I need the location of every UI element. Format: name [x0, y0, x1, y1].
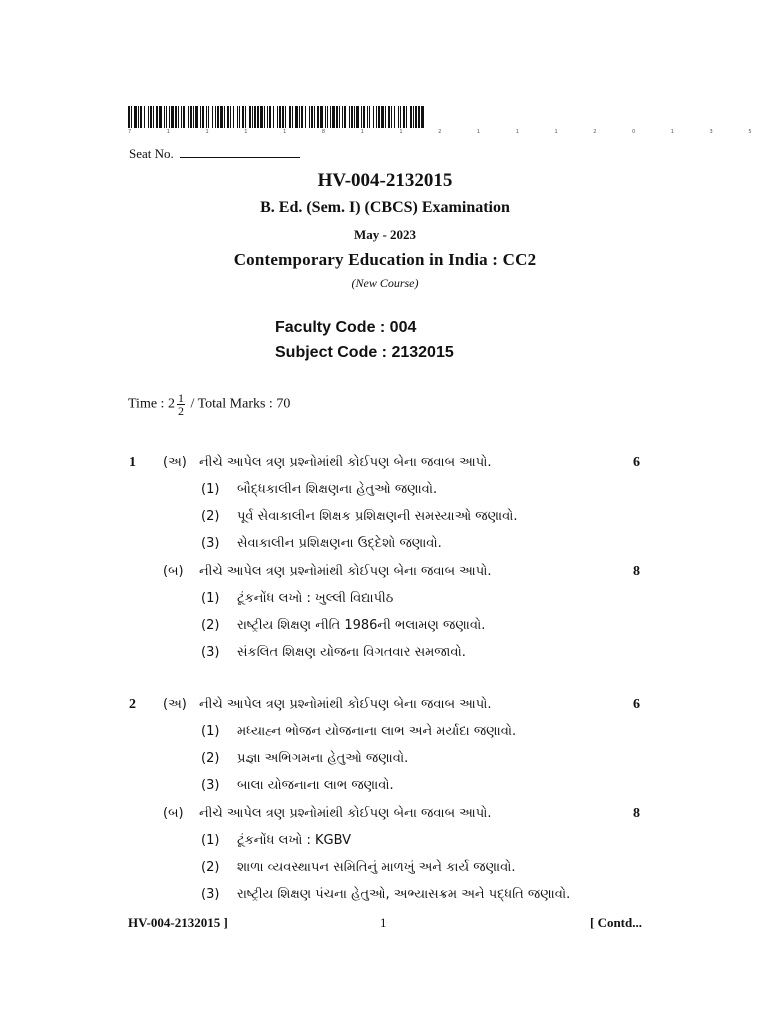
sub-question-text: રાષ્ટ્રીય શિક્ષણ નીતિ 1986ની ભલામણ જણાવો. — [237, 618, 486, 633]
barcode-bar — [134, 106, 137, 128]
barcode-bar — [285, 106, 286, 128]
barcode-bar — [391, 106, 392, 128]
barcode-bar — [403, 106, 405, 128]
barcode-bar — [249, 106, 251, 128]
sub-question-number: (1) — [201, 833, 220, 848]
barcode-bar — [314, 106, 315, 128]
barcode-bar — [327, 106, 328, 128]
barcode-bar — [230, 106, 231, 128]
sub-question — [201, 482, 437, 497]
sub-question — [201, 645, 466, 660]
sub-question-number: (3) — [201, 887, 220, 902]
sub-question-number: (3) — [201, 536, 220, 551]
barcode-bar — [330, 106, 331, 128]
barcode-bar — [363, 106, 365, 128]
barcode-bar — [279, 106, 281, 128]
barcode-bar — [269, 106, 271, 128]
barcode-bar — [206, 106, 207, 128]
total-marks: / Total Marks : 70 — [190, 396, 291, 412]
sub-question-text: બૌદ્ધકાલીન શિક્ષણના હેતુઓ જણાવો. — [237, 482, 438, 497]
barcode-bar — [325, 106, 326, 128]
barcode-bar — [292, 106, 293, 128]
barcode-bar — [267, 106, 268, 128]
part-marks: 8 — [633, 564, 640, 579]
sub-question — [201, 591, 393, 606]
barcode-bar — [171, 106, 174, 128]
barcode-bar — [299, 106, 300, 128]
sub-question-text: સંકલિત શિક્ષણ યોજના વિગતવાર સમજાવો. — [237, 645, 466, 660]
sub-question — [201, 778, 394, 793]
sub-question — [201, 536, 442, 551]
part-marks: 6 — [633, 697, 640, 712]
barcode-bar — [415, 106, 417, 128]
barcode-bar — [138, 106, 139, 128]
barcode-bar — [264, 106, 265, 128]
part-instruction — [163, 564, 492, 579]
sub-question-text: પ્રજ્ઞા અભિગમના હેતુઓ જણાવો. — [237, 751, 409, 766]
sub-question-number: (2) — [201, 860, 220, 875]
barcode-bar — [237, 106, 238, 128]
sub-question-text: શાળા વ્યવસ્થાપન સમિતિનું માળખું અને કાર્ય જણાવો. — [237, 860, 516, 875]
seat-label: Seat No. — [129, 146, 174, 161]
barcode-bar — [295, 106, 298, 128]
barcode-bar — [418, 106, 420, 128]
barcode-bar — [233, 106, 234, 128]
part-label: (બ) — [163, 806, 184, 821]
sub-question-text: બાલા યોજનાના લાભ જણાવો. — [237, 778, 394, 793]
barcode-bar — [282, 106, 284, 128]
instruction-text: નીચે આપેલ ત્રણ પ્રશ્નોમાંથી કોઈપણ બેના જવાબ આપો. — [199, 455, 492, 470]
instruction-text: નીચે આપેલ ત્રણ પ્રશ્નોમાંથી કોઈપણ બેના જવાબ આપો. — [199, 697, 492, 712]
barcode-bar — [190, 106, 192, 128]
part-instruction — [163, 806, 492, 821]
barcode-bar — [413, 106, 414, 128]
sub-question — [201, 724, 516, 739]
barcode-bar — [344, 106, 346, 128]
sub-question-number: (2) — [201, 509, 220, 524]
barcode-bar — [164, 106, 165, 128]
barcode-bar — [273, 106, 274, 128]
part-label: (બ) — [163, 564, 184, 579]
paper-code: HV-004-2132015 — [317, 170, 453, 191]
barcode-bar — [220, 106, 223, 128]
barcode-bar — [373, 106, 374, 128]
barcode-bar — [376, 106, 377, 128]
barcode-bar — [305, 106, 306, 128]
question-number: 2 — [129, 697, 136, 712]
barcode-bar — [200, 106, 201, 128]
barcode-bar — [320, 106, 323, 128]
barcode-bar — [208, 106, 209, 128]
instruction-text: નીચે આપેલ ત્રણ પ્રશ્નોમાંથી કોઈપણ બેના જવાબ આપો. — [199, 806, 492, 821]
barcode-bar — [277, 106, 278, 128]
barcode-bar — [212, 106, 213, 128]
barcode-bar — [188, 106, 189, 128]
barcode-bar — [166, 106, 167, 128]
barcode-bar — [410, 106, 412, 128]
sub-question-number: (1) — [201, 724, 220, 739]
barcode-bar — [381, 106, 384, 128]
sub-question-text: રાષ્ટ્રીય શિક્ષણ પંચના હેતુઓ, અભ્યાસક્રમ અને પદ્ધતિ જણાવો. — [237, 887, 571, 902]
barcode-bar — [148, 106, 149, 128]
instruction-text: નીચે આપેલ ત્રણ પ્રશ્નોમાંથી કોઈપણ બેના જવાબ આપો. — [199, 564, 492, 579]
seat-number-blank — [180, 146, 300, 158]
question-number: 1 — [129, 455, 136, 470]
part-label: (અ) — [163, 455, 187, 470]
sub-question-text: ટૂંકનોંધ લખો : ખુલ્લી વિદ્યાપીઠ — [237, 591, 394, 606]
sub-question — [201, 509, 518, 524]
barcode-bar — [245, 106, 246, 128]
barcode-bar — [311, 106, 313, 128]
barcode-bar — [217, 106, 219, 128]
barcode-bar — [202, 106, 204, 128]
sub-question-text: મધ્યાહ્ન ભોજન યોજનાના લાભ અને મર્યાદા જણાવો. — [237, 724, 517, 739]
barcode-bar — [224, 106, 225, 128]
sub-question-text: સેવાકાલીન પ્રશિક્ષણના ઉદ્દેશો જણાવો. — [237, 536, 442, 551]
barcode-bar — [257, 106, 259, 128]
barcode-bar — [351, 106, 353, 128]
barcode-bar — [150, 106, 152, 128]
sub-question-text: પૂર્વ સેવાકાલીન શિક્ષક પ્રશિક્ષણની સમસ્યાઓ જણાવો. — [237, 509, 518, 524]
footer-paper-code: HV-004-2132015 ] — [128, 915, 228, 930]
barcode-bar — [159, 106, 162, 128]
barcode-bar — [309, 106, 310, 128]
barcode-bar — [336, 106, 338, 128]
barcode-bar — [421, 106, 424, 128]
barcode — [128, 106, 424, 128]
barcode-digits: 7 1 1 1 1 8 1 1 2 1 1 1 2 0 1 3 5 — [128, 129, 769, 135]
barcode-bar — [378, 106, 380, 128]
exam-title: B. Ed. (Sem. I) (CBCS) Examination — [260, 199, 510, 216]
sub-question-number: (3) — [201, 778, 220, 793]
barcode-bar — [301, 106, 303, 128]
barcode-bar — [128, 106, 130, 128]
barcode-bar — [332, 106, 335, 128]
barcode-bar — [169, 106, 170, 128]
barcode-bar — [342, 106, 343, 128]
fraction-numerator: 1 — [177, 391, 184, 405]
sub-question-number: (1) — [201, 482, 220, 497]
sub-question — [201, 751, 408, 766]
barcode-bar — [175, 106, 177, 128]
barcode-bar — [193, 106, 194, 128]
exam-month: May - 2023 — [353, 227, 417, 242]
subject-code: Subject Code : 2132015 — [275, 344, 454, 361]
barcode-bar — [400, 106, 401, 128]
barcode-bar — [254, 106, 256, 128]
barcode-bar — [242, 106, 244, 128]
sub-question-number: (1) — [201, 591, 220, 606]
page-number: 1 — [380, 915, 387, 930]
sub-question — [201, 887, 570, 902]
continued-label: [ Contd... — [589, 915, 642, 930]
time-marks — [128, 392, 290, 417]
part-instruction — [163, 697, 492, 712]
barcode-bar — [406, 106, 407, 128]
sub-question — [201, 833, 351, 848]
course-type: (New Course) — [351, 276, 419, 290]
time-prefix: Time : 2 — [128, 396, 175, 412]
sub-question-number: (3) — [201, 645, 220, 660]
seat-number — [129, 146, 300, 162]
barcode-bar — [260, 106, 263, 128]
barcode-bar — [354, 106, 355, 128]
part-marks: 8 — [633, 806, 640, 821]
barcode-bar — [385, 106, 386, 128]
barcode-bar — [394, 106, 395, 128]
barcode-bar — [289, 106, 291, 128]
faculty-code: Faculty Code : 004 — [275, 319, 417, 336]
barcode-bar — [156, 106, 158, 128]
barcode-bar — [388, 106, 390, 128]
barcode-bar — [239, 106, 240, 128]
barcode-bar — [349, 106, 350, 128]
barcode-bar — [227, 106, 229, 128]
sub-question-number: (2) — [201, 751, 220, 766]
barcode-bar — [195, 106, 198, 128]
time-fraction — [177, 392, 185, 417]
barcode-bar — [144, 106, 145, 128]
barcode-bar — [398, 106, 399, 128]
subject-title: Contemporary Education in India : CC2 — [233, 250, 537, 269]
barcode-bar — [361, 106, 362, 128]
barcode-bar — [367, 106, 368, 128]
barcode-bar — [183, 106, 185, 128]
fraction-denominator: 2 — [177, 404, 184, 418]
barcode-bar — [181, 106, 182, 128]
sub-question-number: (2) — [201, 618, 220, 633]
part-marks: 6 — [633, 455, 640, 470]
part-label: (અ) — [163, 697, 187, 712]
barcode-bar — [140, 106, 142, 128]
sub-question — [201, 860, 516, 875]
barcode-bar — [153, 106, 154, 128]
barcode-bar — [369, 106, 370, 128]
barcode-bar — [317, 106, 319, 128]
barcode-bar — [131, 106, 132, 128]
sub-question-text: ટૂંકનોંધ લખો : KGBV — [237, 833, 352, 848]
part-instruction — [163, 455, 492, 470]
barcode-bar — [215, 106, 216, 128]
barcode-bar — [178, 106, 179, 128]
sub-question — [201, 618, 485, 633]
barcode-bar — [339, 106, 340, 128]
barcode-bar — [356, 106, 359, 128]
barcode-bar — [252, 106, 253, 128]
